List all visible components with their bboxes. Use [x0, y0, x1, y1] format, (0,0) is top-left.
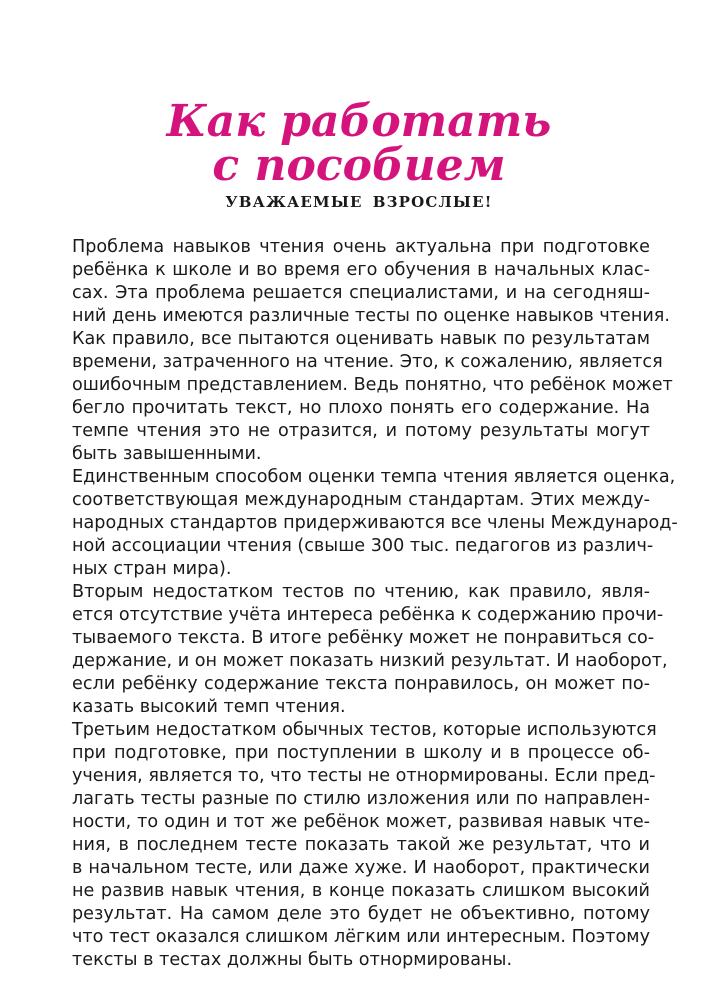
text-line: Как правило, все пытаются оценивать навык по результатам [72, 329, 650, 349]
paragraph [72, 719, 657, 972]
text-line: соответствующая международным стандартам. Этих между- [72, 490, 650, 510]
paragraph [72, 328, 673, 466]
page-title-line-1: Как работать [166, 96, 552, 147]
text-line: учения, является то, что тесты не отнормированы. Если пред- [72, 766, 656, 786]
subtitle-word-2: ВЗРОСЛЫЕ! [372, 193, 493, 211]
text-line: лагать тесты разные по стилю изложения или по направлен- [72, 789, 650, 809]
text-line: Единственным способом оценки темпа чтения является оценка, [72, 467, 676, 487]
text-line: держание, и он может показать низкий результат. И наоборот, [72, 651, 668, 671]
text-line: темпе чтения это не отразится, и потому результаты могут [72, 421, 650, 441]
text-line: сах. Эта проблема решается специалистами, и на сегодняш- [72, 283, 650, 303]
text-line: при подготовке, при поступлении в школу и в процессе об- [72, 743, 650, 763]
text-line: не развив навык чтения, в конце показать слишком высокий [72, 881, 650, 901]
text-line: казать высокий темп чтения. [72, 697, 346, 717]
text-line: народных стандартов придерживаются все члены Международ- [72, 513, 678, 533]
text-line: тексты в тестах должны быть отнормированы. [72, 950, 513, 970]
body-text [72, 236, 678, 972]
subtitle-word-1: УВАЖАЕМЫЕ [225, 193, 363, 211]
page-title-line-2: с пособием [212, 140, 506, 191]
text-line: ошибочным представлением. Ведь понятно, что ребёнок может [72, 375, 673, 395]
text-line: если ребёнку содержание текста понравилось, он может по- [72, 674, 650, 694]
text-line: быть завышенными. [72, 444, 262, 464]
text-line: времени, затраченного на чтение. Это, к сожалению, является [72, 352, 663, 372]
text-line: Вторым недостатком тестов по чтению, как правило, явля- [72, 582, 650, 602]
paragraph [72, 236, 670, 328]
text-line: бегло прочитать текст, но плохо понять его содержание. На [72, 398, 650, 418]
text-line: результат. На самом деле это будет не объективно, потому [72, 904, 650, 924]
text-line: Проблема навыков чтения очень актуальна при подготовке [72, 237, 650, 257]
text-line: ной ассоциации чтения (свыше 300 тыс. педагогов из различ- [72, 536, 654, 556]
text-line: тываемого текста. В итоге ребёнку может не понравиться со- [72, 628, 655, 648]
page-subtitle [0, 193, 718, 211]
text-line: Третьим недостатком обычных тестов, которые используются [72, 720, 657, 740]
text-line: что тест оказался слишком лёгким или интересным. Поэтому [72, 927, 650, 947]
text-line: ний день имеются различные тесты по оценке навыков чтения. [72, 306, 670, 326]
text-line: ности, то один и тот же ребёнок может, развивая навык чте- [72, 812, 650, 832]
paragraph [72, 466, 678, 581]
text-line: ется отсутствие учёта интереса ребёнка к содержанию прочи- [72, 605, 664, 625]
text-line: в начальном тесте, или даже хуже. И наоборот, практически [72, 858, 650, 878]
text-line: ребёнка к школе и во время его обучения в начальных клас- [72, 260, 650, 280]
text-line: ния, в последнем тесте показать такой же результат, что и [72, 835, 650, 855]
text-line: ных стран мира). [72, 559, 232, 579]
paragraph [72, 581, 668, 719]
